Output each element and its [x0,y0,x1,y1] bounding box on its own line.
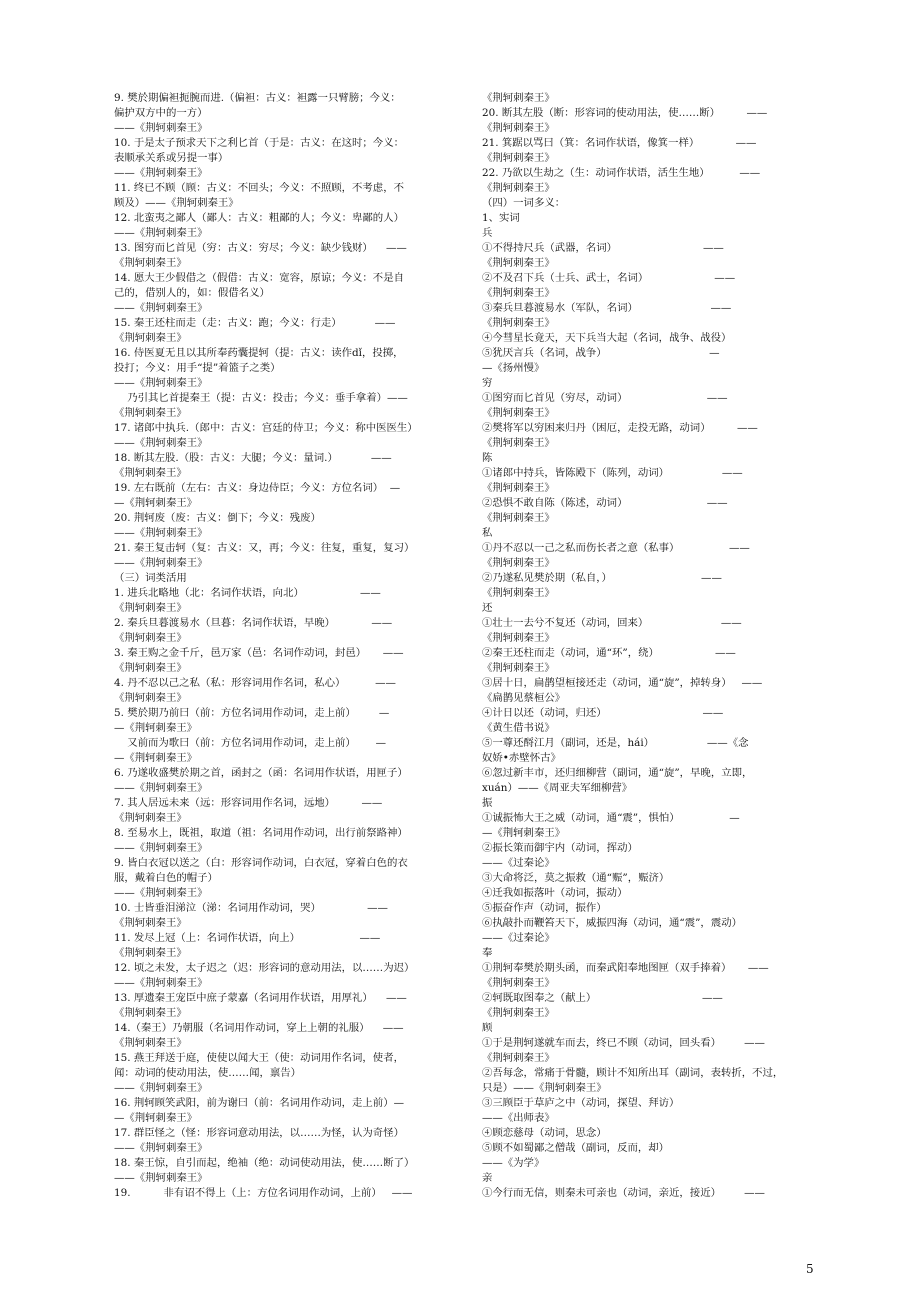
text-line: 20. 荆轲废（废：古义：倒下；今义：残废） [114,512,321,524]
text-line: ——《荆轲刺秦王》 [114,302,208,314]
text-line: ④顾恋慈母（动词，思念） [482,1127,607,1139]
text-line: 《扁鹊见蔡桓公》 [482,692,566,704]
text-line: ⑥执敲扑而鞭笞天下，威振四海（动词，通“震”，震动） [482,917,742,929]
text-line: 只是）——《荆轲刺秦王》 [482,1082,607,1094]
text-line: 21. 秦王复击轲（复：古义：又，再；今义：往复，重复，复习） [114,542,415,554]
text-line: ①今行而无信，则秦未可亲也（动词，亲近，接近） —— [482,1187,765,1199]
text-line: 《荆轲刺秦王》 [114,692,187,704]
text-line: 《荆轲刺秦王》 [482,92,555,104]
text-line: 《荆轲刺秦王》 [482,482,555,494]
text-line: 又前而为歌曰（前：方位名词用作动词，走上前） — [114,737,387,749]
text-line: 《荆轲刺秦王》 [114,947,187,959]
text-line: 8. 至易水上，既祖，取道（祖：名词用作动词，出行前祭路神） [114,827,408,839]
text-line: 兵 [482,227,493,239]
text-line: 顾 [482,1022,493,1034]
text-line: 乃引其匕首提秦王（提：古义：投击；今义：垂手拿着）—— [114,392,408,404]
text-line: ——《荆轲刺秦王》 [114,167,208,179]
text-line: 《荆轲刺秦王》 [482,407,555,419]
text-line: ④计日以还（动词，归还） —— [482,707,724,719]
text-line: ——《荆轲刺秦王》 [114,1172,208,1184]
text-line: ——《为学》 [482,1157,545,1169]
text-line: 9. 皆白衣冠以送之（白：形容词作动词，白衣冠，穿着白色的衣 [114,857,408,869]
text-line: ——《荆轲刺秦王》 [114,842,208,854]
text-line: ②樊将军以穷困来归丹（困厄，走投无路，动词） —— [482,422,758,434]
text-line: 《荆轲刺秦王》 [114,1007,187,1019]
text-line: ②不及召下兵（士兵、武士，名词） —— [482,272,736,284]
text-line: 私 [482,527,493,539]
text-line: 还 [482,602,493,614]
text-line: 《荆轲刺秦王》 [482,152,555,164]
text-line: —《荆轲刺秦王》 [114,497,198,509]
text-line: 18. 秦王惊，自引而起，绝袖（绝：动词使动用法，使……断了） [114,1157,415,1169]
text-line: 14.（秦王）乃朝服（名词用作动词，穿上上朝的礼服） —— [114,1022,404,1034]
text-line: （三）词类活用 [114,572,187,584]
text-line: 7. 其人居远未来（远：形容词用作名词，远地） —— [114,797,383,809]
text-line: 《荆轲刺秦王》 [482,317,555,329]
text-line: ——《荆轲刺秦王》 [114,782,208,794]
text-line: ⑤一尊还酹江月（副词，还是，hái） ——《念 [482,737,749,749]
text-line: ①不得持尺兵（武器，名词） —— [482,242,724,254]
text-line: 18. 断其左股.（股：古义：大腿；今义：量词.） —— [114,452,392,464]
text-line: 陈 [482,452,493,464]
text-line: 《荆轲刺秦王》 [482,1007,555,1019]
text-line: ③三顾臣于草庐之中（动词，探望、拜访） [482,1097,680,1109]
text-line: 11. 发尽上冠（上：名词作状语，向上） —— [114,932,381,944]
text-line: 10. 士皆垂泪涕泣（涕：名词用作动词，哭） —— [114,902,388,914]
text-line: 《荆轲刺秦王》 [114,917,187,929]
text-line: 16. 侍医夏无且以其所奉药囊提轲（提：古义：读作dǐ，投掷， [114,347,404,359]
text-line: 《荆轲刺秦王》 [114,1037,187,1049]
text-line: 17. 诸郎中执兵.（郎中：古义：宫廷的侍卫；今义：称中医医生） [114,422,418,434]
text-line: 《荆轲刺秦王》 [482,662,555,674]
text-line: ③居十日，扁鹊望桓接还走（动词，通“旋”，掉转身） —— [482,677,763,689]
text-line: 12. 北蛮夷之鄙人（鄙人：古义：粗鄙的人；今义：卑鄙的人） [114,212,404,224]
text-line: 亲 [482,1172,493,1184]
text-line: xuán）——《周亚夫军细柳营》 [482,782,633,794]
text-line: ⑤顾不如蜀鄙之僧哉（副词，反而，却） [482,1142,670,1154]
text-line: ①诚振怖大王之威（动词，通“震”，惧怕） — [482,812,740,824]
text-line: ——《荆轲刺秦王》 [114,437,208,449]
text-line: 《荆轲刺秦王》 [482,587,555,599]
text-line: 《荆轲刺秦王》 [482,977,555,989]
text-line: ——《荆轲刺秦王》 [114,887,208,899]
page-number: 5 [806,1262,814,1276]
text-line: 14. 愿大王少假借之（假借：古义：宽容，原谅；今义：不是自 [114,272,404,284]
text-line: ⑤犹厌言兵（名词，战争） — [482,347,720,359]
text-line: 《荆轲刺秦王》 [482,122,555,134]
text-line: （四）一词多义： [482,197,566,209]
text-line: —《扬州慢》 [482,362,545,374]
text-line: ①图穷而匕首见（穷尽，动词） —— [482,392,728,404]
text-line: ②秦王还柱而走（动词，通“环”，绕） —— [482,647,736,659]
text-line: ——《出师表》 [482,1112,555,1124]
text-line: 服，戴着白色的帽子） [114,872,218,884]
text-line: 奴娇•赤壁怀古》 [482,752,561,764]
text-line: ——《荆轲刺秦王》 [114,557,208,569]
text-line: 1. 进兵北略地（北：名词作状语，向北） —— [114,587,381,599]
text-line: ①丹不忍以一己之私而伤长者之意（私事） —— [482,542,750,554]
text-line: —《荆轲刺秦王》 [114,722,198,734]
text-line: 己的，借别人的，如：假借名义） [114,287,270,299]
text-line: 《荆轲刺秦王》 [114,407,187,419]
text-line: ③大命将泛，莫之振救（通“赈”，赈济） [482,872,670,884]
text-line: 20. 断其左股（断：形容词的使动用法，使……断） —— [482,107,768,119]
text-line: ③秦兵旦暮渡易水（军队，名词） —— [482,302,732,314]
text-line: 《荆轲刺秦王》 [114,632,187,644]
text-line: ①于是荆轲遂就车而去，终已不顾（动词，回头看） —— [482,1037,765,1049]
text-line: 13. 图穷而匕首见（穷：古义：穷尽；今义：缺少钱财） —— [114,242,407,254]
text-line: ②乃遂私见樊於期（私自，） —— [482,572,722,584]
text-line: 《荆轲刺秦王》 [482,287,555,299]
text-line: ——《荆轲刺秦王》 [114,122,208,134]
text-line: —《荆轲刺秦王》 [114,1112,198,1124]
text-line: 《荆轲刺秦王》 [482,512,555,524]
text-line: —《荆轲刺秦王》 [114,752,198,764]
text-line: ②恐惧不敢自陈（陈述，动词） —— [482,497,728,509]
text-line: ①荆轲奉樊於期头函，而秦武阳奉地图匣（双手捧着） —— [482,962,769,974]
text-line: 《荆轲刺秦王》 [114,467,187,479]
text-line: 《黄生借书说》 [482,722,555,734]
text-line: 5. 樊於期乃前曰（前：方位名词用作动词，走上前） — [114,707,390,719]
text-line: 12. 顷之未发，太子迟之（迟：形容词的意动用法，以……为迟） [114,962,415,974]
text-line: ——《荆轲刺秦王》 [114,527,208,539]
text-line: 《荆轲刺秦王》 [114,602,187,614]
text-line: 15. 秦王还柱而走（走：古义：跑；今义：行走） —— [114,317,396,329]
text-line: 《荆轲刺秦王》 [482,1052,555,1064]
text-line: 19. 左右既前（左右：古义：身边侍臣；今义：方位名词） — [114,482,401,494]
text-line: 偏护双方中的一方） [114,107,208,119]
text-line: 表顺承关系或另提一事） [114,152,229,164]
text-line: ④今彗星长竟天，天下兵当大起（名词，战争、战役） [482,332,732,344]
text-line: 6. 乃遂收盛樊於期之首，函封之（函：名词用作状语，用匣子） [114,767,408,779]
text-line: 《荆轲刺秦王》 [482,437,555,449]
text-line: 闻：动词的使动用法，使……闻，禀告） [114,1067,302,1079]
text-line: ①壮士一去兮不复还（动词，回来） —— [482,617,742,629]
text-line: 《荆轲刺秦王》 [114,257,187,269]
text-line: 10. 于是太子预求天下之利匕首（于是：古义：在这时；今义： [114,137,404,149]
text-line: ——《过秦论》 [482,857,555,869]
left-column [114,91,450,1201]
text-line: 振 [482,797,493,809]
text-line: 《荆轲刺秦王》 [482,557,555,569]
text-line: 顾及）——《荆轲刺秦王》 [114,197,239,209]
text-line: 21. 箕踞以骂曰（箕：名词作状语，像箕一样） —— [482,137,757,149]
text-line: 《荆轲刺秦王》 [482,182,555,194]
text-line: ——《荆轲刺秦王》 [114,1082,208,1094]
text-line: ②轲既取图奉之（献上） —— [482,992,723,1004]
text-line: 《荆轲刺秦王》 [482,632,555,644]
text-line: ——《荆轲刺秦王》 [114,227,208,239]
text-line: 《荆轲刺秦王》 [114,812,187,824]
text-line: ①诸郎中持兵，皆陈殿下（陈列，动词） —— [482,467,743,479]
text-line: 11. 终已不顾（顾：古义：不回头；今义：不照顾，不考虑，不 [114,182,404,194]
text-line: 4. 丹不忍以己之私（私：形容词用作名词，私心） —— [114,677,396,689]
text-line: ——《荆轲刺秦王》 [114,977,208,989]
text-line: 19. 非有诏不得上（上：方位名词用作动词，上前） —— [114,1187,413,1199]
text-line: 投打；今义：用手“提”着篮子之类） [114,362,281,374]
text-line: 22. 乃欲以生劫之（生：动词作状语，活生生地） —— [482,167,761,179]
text-line: ⑤振奋作声（动词，振作） [482,902,607,914]
text-line: —《荆轲刺秦王》 [482,827,566,839]
text-line: 16. 荆轲顾笑武阳，前为谢曰（前：名词用作动词，走上前）— [114,1097,404,1109]
text-line: 《荆轲刺秦王》 [482,257,555,269]
text-line: ②振长策而御宇内（动词，挥动） [482,842,638,854]
text-line: 3. 秦王购之金千斤，邑万家（邑：名词作动词，封邑） —— [114,647,404,659]
text-line: ——《荆轲刺秦王》 [114,377,208,389]
text-line: 2. 秦兵旦暮渡易水（旦暮：名词作状语，早晚） —— [114,617,393,629]
text-line: 13. 厚遗秦王宠臣中庶子蒙嘉（名词用作状语，用厚礼） —— [114,992,407,1004]
text-line: 《荆轲刺秦王》 [114,332,187,344]
text-line: ——《荆轲刺秦王》 [114,1142,208,1154]
text-line: 1、实词 [482,212,520,224]
right-column [482,91,812,1201]
text-line: ⑥忽过新丰市，还归细柳营（副词，通“旋”，早晚，立即， [482,767,753,779]
text-line: 奉 [482,947,493,959]
text-line: 《荆轲刺秦王》 [114,662,187,674]
text-line: ④迁我如振落叶（动词，振动） [482,887,628,899]
text-line: ——《过秦论》 [482,932,555,944]
text-line: 穷 [482,377,493,389]
text-line: 15. 燕王拜送于庭，使使以闻大王（使：动词用作名词，使者， [114,1052,404,1064]
text-line: 9. 樊於期偏袒扼腕而进.（偏袒：古义：袒露一只臂膀；今义： [114,92,401,104]
text-line: ②吾每念，常痛于骨髓，顾计不知所出耳（副词，表转折，不过， [482,1067,784,1079]
text-line: 17. 群臣怪之（怪：形容词意动用法，以……为怪，认为奇怪） [114,1127,404,1139]
